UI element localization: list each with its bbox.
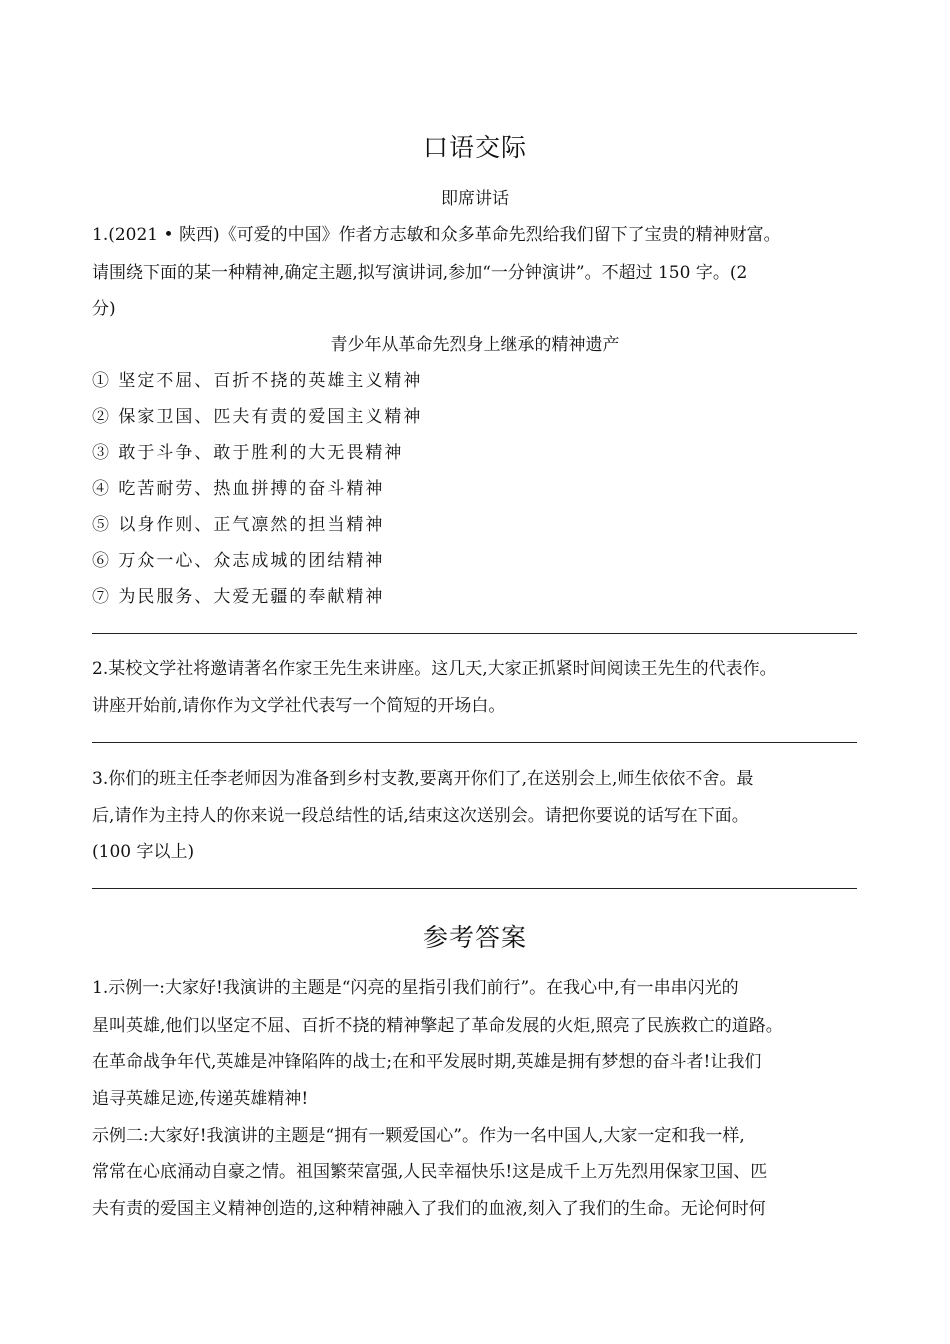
q3-line-1: 3.你们的班主任李老师因为准备到乡村支教,要离开你们了,在送别会上,师生依依不舍。最 [92, 769, 754, 789]
answer-line-7: 夫有责的爱国主义精神创造的,这种精神融入了我们的血液,刻入了我们的生命。无论何时何 [92, 1199, 766, 1219]
answer-line-q2 [92, 742, 857, 743]
q1-item-7: ⑦ 为民服务、大爱无疆的奉献精神 [92, 587, 385, 607]
answer-line-2: 星叫英雄,他们以坚定不屈、百折不挠的精神擎起了革命发展的火炬,照亮了民族救亡的道路。 [92, 1016, 783, 1036]
q2-line-2: 讲座开始前,请你作为文学社代表写一个简短的开场白。 [92, 696, 506, 716]
q1-item-6: ⑥ 万众一心、众志成城的团结精神 [92, 551, 385, 571]
section-subtitle: 即席讲话 [441, 189, 509, 209]
answer-line-6: 常常在心底涌动自豪之情。祖国繁荣富强,人民幸福快乐!这是成千上万先烈用保家卫国、匹 [92, 1162, 768, 1182]
section-title: 口语交际 [422, 133, 527, 162]
q1-item-2: ② 保家卫国、匹夫有责的爱国主义精神 [92, 407, 423, 427]
q1-item-4: ④ 吃苦耐劳、热血拼搏的奋斗精神 [92, 479, 385, 499]
q1-line-1: 1.(2021 • 陕西)《可爱的中国》作者方志敏和众多革命先烈给我们留下了宝贵的精神财富。 [92, 225, 781, 245]
answer-line-3: 在革命战争年代,英雄是冲锋陷阵的战士;在和平发展时期,英雄是拥有梦想的奋斗者!让我们 [92, 1052, 762, 1072]
q1-item-5: ⑤ 以身作则、正气凛然的担当精神 [92, 515, 385, 535]
q2-line-1: 2.某校文学社将邀请著名作家王先生来讲座。这几天,大家正抓紧时间阅读王先生的代表作。 [92, 659, 777, 679]
q1-list-title: 青少年从革命先烈身上继承的精神遗产 [330, 335, 620, 355]
answer-line-q1 [92, 633, 857, 634]
answers-title: 参考答案 [422, 923, 527, 952]
q1-line-3: 分) [92, 299, 116, 319]
answer-line-4: 追寻英雄足迹,传递英雄精神! [92, 1089, 309, 1109]
q1-line-2: 请围绕下面的某一种精神,确定主题,拟写演讲词,参加“一分钟演讲”。不超过 150 字。(2 [92, 263, 748, 283]
q1-item-1: ① 坚定不屈、百折不挠的英雄主义精神 [92, 371, 423, 391]
q1-item-3: ③ 敢于斗争、敢于胜利的大无畏精神 [92, 443, 404, 463]
q3-line-3: (100 字以上) [92, 842, 195, 862]
answer-line-q3 [92, 888, 857, 889]
answer-line-1: 1.示例一:大家好!我演讲的主题是“闪亮的星指引我们前行”。在我心中,有一串串闪光的 [92, 978, 739, 998]
q3-line-2: 后,请作为主持人的你来说一段总结性的话,结束这次送别会。请把你要说的话写在下面。 [92, 806, 749, 826]
answer-line-5: 示例二:大家好!我演讲的主题是“拥有一颗爱国心”。作为一名中国人,大家一定和我一样, [92, 1126, 745, 1146]
